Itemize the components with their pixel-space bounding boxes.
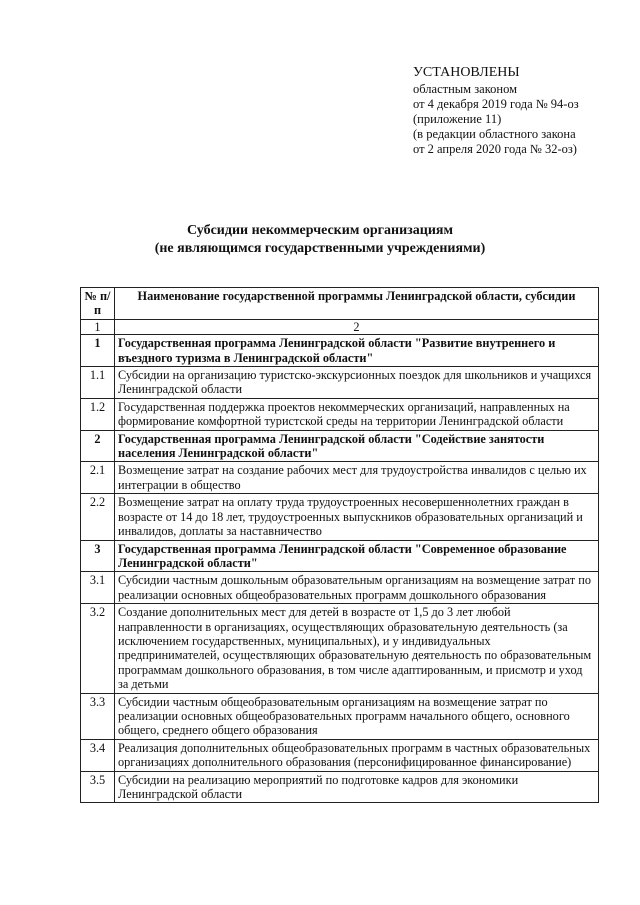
- column-header-number: № п/п: [81, 288, 115, 320]
- subsidy-name: Возмещение затрат на оплату труда трудоустроенных несовершеннолетних граждан в возрасте от 14 до 18 лет, трудоустроенных выпускников образовательных организаций и инвалидов, доплаты за наставничество: [115, 494, 599, 540]
- document-title: [0, 222, 640, 258]
- subsidy-row: [81, 572, 599, 604]
- program-row: [81, 540, 599, 572]
- row-number: 1.2: [81, 398, 115, 430]
- approval-line: от 2 апреля 2020 года № 32-оз): [413, 142, 577, 156]
- subsidy-name: Возмещение затрат на создание рабочих мест для трудоустройства инвалидов с целью их интеграции в общество: [115, 462, 599, 494]
- row-number: 3: [81, 540, 115, 572]
- document-title-line: (не являющимся государственными учреждениями): [154, 241, 486, 256]
- row-number: 3.5: [81, 771, 115, 803]
- document-title-line: Субсидии некоммерческим организациям: [187, 223, 453, 238]
- row-number: 1: [81, 335, 115, 367]
- subsidy-name: Государственная поддержка проектов некоммерческих организаций, направленных на формирование комфортной туристской среды на территории Ленинградской области: [115, 398, 599, 430]
- row-number: 3.3: [81, 693, 115, 739]
- program-name: Государственная программа Ленинградской области "Содействие занятости населения Ленинградской области": [115, 430, 599, 462]
- approval-line: (в редакции областного закона: [413, 127, 576, 141]
- column-index-2: 2: [115, 319, 599, 334]
- subsidy-name: Субсидии на организацию туристско-экскурсионных поездок для школьников и учащихся Ленинградской области: [115, 367, 599, 399]
- approval-line: областным законом: [413, 82, 518, 96]
- approval-heading: УСТАНОВЛЕНЫ: [413, 65, 520, 80]
- program-row: [81, 335, 599, 367]
- row-number: 3.2: [81, 604, 115, 693]
- subsidy-name: Создание дополнительных мест для детей в возрасте от 1,5 до 3 лет любой направленности в организациях, осуществляющих образовательную деятельность (за исключением государственных, муниципальных), и у индивидуальных предпринимателей, осуществляющих образовательную деятельность по образовательным программам дошкольного образования, в том числе адаптированным, и присмотр и уход за детьми: [115, 604, 599, 693]
- subsidy-row: [81, 398, 599, 430]
- row-number: 3.1: [81, 572, 115, 604]
- row-number: 2: [81, 430, 115, 462]
- approval-line: от 4 декабря 2019 года № 94-оз: [413, 97, 579, 111]
- subsidy-name: Реализация дополнительных общеобразовательных программ в частных образовательных организациях дополнительного образования (персонифицированное финансирование): [115, 739, 599, 771]
- approval-stamp: [413, 64, 633, 157]
- subsidy-row: [81, 462, 599, 494]
- subsidy-row: [81, 604, 599, 693]
- subsidy-name: Субсидии частным общеобразовательным организациям на возмещение затрат по реализации основных общеобразовательных программ начального общего, основного общего, среднего общего образования: [115, 693, 599, 739]
- row-number: 2.1: [81, 462, 115, 494]
- row-number: 1.1: [81, 367, 115, 399]
- program-row: [81, 430, 599, 462]
- row-number: 3.4: [81, 739, 115, 771]
- subsidies-table: [80, 287, 599, 803]
- column-index-row: [81, 319, 599, 334]
- table-header-row: [81, 288, 599, 320]
- column-index-1: 1: [81, 319, 115, 334]
- program-name: Государственная программа Ленинградской области "Современное образование Ленинградской области": [115, 540, 599, 572]
- column-header-name: Наименование государственной программы Ленинградской области, субсидии: [115, 288, 599, 320]
- approval-line: (приложение 11): [413, 112, 502, 126]
- subsidy-row: [81, 771, 599, 803]
- subsidy-row: [81, 494, 599, 540]
- row-number: 2.2: [81, 494, 115, 540]
- subsidy-row: [81, 367, 599, 399]
- subsidy-row: [81, 693, 599, 739]
- subsidy-row: [81, 739, 599, 771]
- program-name: Государственная программа Ленинградской области "Развитие внутреннего и въездного туризма в Ленинградской области": [115, 335, 599, 367]
- subsidy-name: Субсидии на реализацию мероприятий по подготовке кадров для экономики Ленинградской области: [115, 771, 599, 803]
- subsidy-name: Субсидии частным дошкольным образовательным организациям на возмещение затрат по реализации основных общеобразовательных программ дошкольного образования: [115, 572, 599, 604]
